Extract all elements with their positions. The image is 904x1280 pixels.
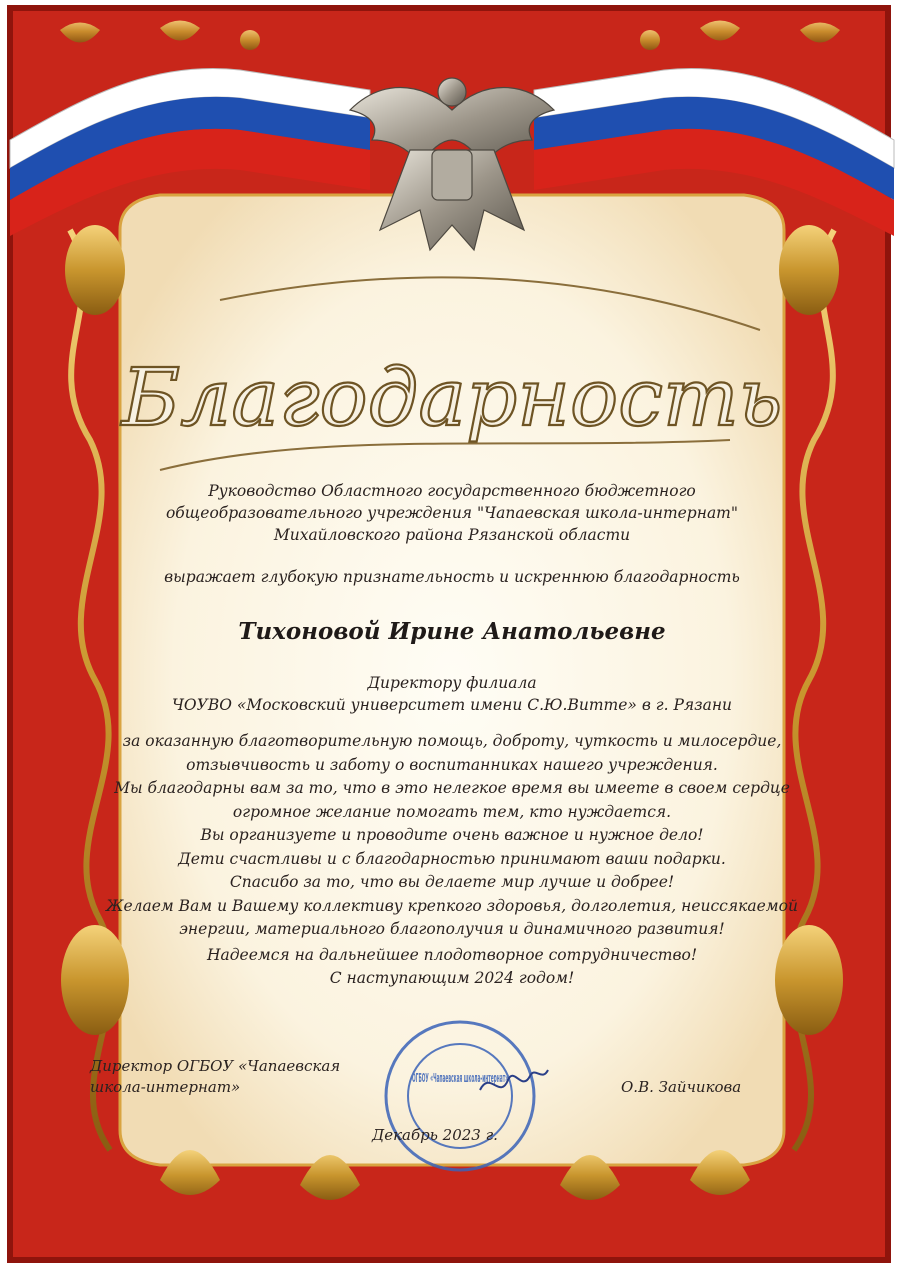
closing-line: С наступающим 2024 годом!	[329, 969, 575, 987]
body-line: энергии, материального благополучия и динамичного развития!	[179, 920, 725, 938]
position-line: Директору филиала	[367, 674, 537, 692]
stamp-text: ОГБОУ «Чапаевская школа-интернат»	[412, 1071, 508, 1085]
certificate-title: Благодарность	[121, 351, 783, 444]
closing-wishes	[0, 944, 904, 990]
position-line: ЧОУВО «Московский университет имени С.Ю.Витте» в г. Рязани	[171, 696, 733, 714]
body-line: за оказанную благотворительную помощь, доброту, чуткость и милосердие,	[122, 732, 782, 750]
signatory-title	[90, 1056, 340, 1098]
intro-line: Михайловского района Рязанской области	[273, 526, 631, 544]
gratitude-body	[0, 730, 904, 942]
recipient-name: Тихоновой Ирине Анатольевне	[238, 618, 666, 645]
body-line: отзывчивость и заботу о воспитанниках нашего учреждения.	[186, 755, 718, 774]
body-line: Мы благодарны вам за то, что в это нелегкое время вы имеете в своем сердце	[114, 779, 790, 797]
body-line: Вы организуете и проводите очень важное и нужное дело!	[200, 826, 704, 844]
closing-line: Надеемся на дальнейшее плодотворное сотрудничество!	[206, 946, 698, 964]
body-line: огромное желание помогать тем, кто нуждается.	[232, 802, 672, 821]
body-line: Спасибо за то, что вы делаете мир лучше и добрее!	[229, 873, 675, 891]
body-line: Дети счастливы и с благодарностью принимают ваши подарки.	[178, 849, 726, 868]
issue-date: Декабрь 2023 г.	[372, 1126, 498, 1144]
issuer-intro	[0, 480, 904, 546]
expression-line: выражает глубокую признательность и искреннюю благодарность	[164, 568, 740, 586]
signatory-title-line: Директор ОГБОУ «Чапаевская	[90, 1057, 341, 1075]
intro-line: Руководство Областного государственного бюджетного	[208, 482, 696, 500]
intro-line: общеобразовательного учреждения "Чапаевская школа-интернат"	[165, 504, 739, 522]
recipient-position	[0, 672, 904, 716]
signatory-name: О.В. Зайчикова	[621, 1078, 742, 1096]
signatory-title-line: школа-интернат»	[90, 1078, 241, 1096]
body-line: Желаем Вам и Вашему коллективу крепкого здоровья, долголетия, неиссякаемой	[106, 896, 798, 915]
